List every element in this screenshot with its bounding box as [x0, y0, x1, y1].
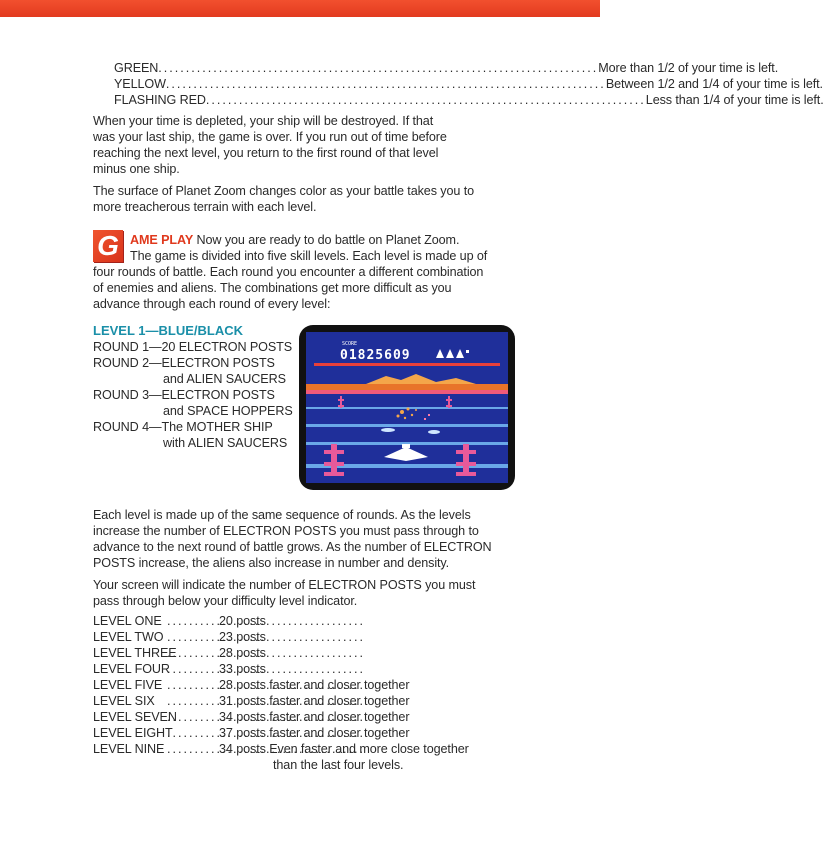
round-label: ROUND 4— [93, 420, 162, 434]
round-2 [93, 355, 275, 371]
level-row [93, 725, 513, 741]
timer-legend-flashing-red [114, 92, 824, 108]
para1-line: was your last ship, the game is over. If you run out of time before [93, 130, 447, 144]
round-4 [93, 419, 273, 435]
level-row [93, 709, 513, 725]
leader-dots [166, 76, 606, 92]
round-label: ROUND 3— [93, 388, 162, 402]
level-row [93, 613, 513, 629]
leader-dots [167, 677, 219, 693]
game-scene [306, 332, 508, 483]
level-name: LEVEL FOUR [93, 662, 170, 676]
round-3 [93, 387, 275, 403]
level-name: LEVEL SEVEN [93, 710, 177, 724]
level-name: LEVEL THREE [93, 646, 177, 660]
level-posts: 31 posts faster and closer together [219, 694, 410, 708]
level-name: LEVEL NINE [93, 742, 165, 756]
game-play-heading-line [130, 232, 502, 248]
leader-dots [167, 661, 219, 677]
game-play-line: four rounds of battle. Each round you encounter a different combination [93, 265, 484, 279]
round-desc: ELECTRON POSTS [161, 356, 275, 370]
ground-stripe [306, 390, 508, 394]
game-screenshot [306, 332, 508, 483]
level-name: LEVEL FIVE [93, 678, 163, 692]
round-3-cont: and SPACE HOPPERS [163, 404, 293, 418]
round-label: ROUND 1— [93, 340, 162, 354]
level-posts: 34 posts Even faster and more close together [219, 742, 469, 756]
level-posts: 34 posts faster and closer together [219, 710, 410, 724]
level-posts: 28 posts faster and closer together [219, 678, 410, 692]
round-desc: 20 ELECTRON POSTS [161, 340, 293, 354]
timer-color-name: FLASHING RED [114, 93, 206, 107]
level-posts: 23 posts [219, 630, 266, 644]
para1-line: reaching the next level, you return to the first round of that level [93, 146, 439, 160]
round-desc: ELECTRON POSTS [161, 388, 275, 402]
level-row [93, 693, 513, 709]
para3-line: Each level is made up of the same sequence of rounds. As the levels [93, 508, 471, 522]
level-name: LEVEL ONE [93, 614, 162, 628]
round-label: ROUND 2— [93, 356, 162, 370]
top-color-bar [0, 0, 600, 17]
leader-dots [167, 693, 219, 709]
para3-line: advance to the next round of battle grows. As the number of ELECTRON [93, 540, 492, 554]
para1-line: minus one ship. [93, 162, 180, 176]
level-name: LEVEL EIGHT [93, 726, 173, 740]
leader-dots [167, 725, 219, 741]
game-screenshot-frame [299, 325, 515, 490]
timer-legend-green [114, 60, 779, 76]
leader-dots [158, 60, 598, 76]
para3-line: increase the number of ELECTRON POSTS you must pass through to [93, 524, 479, 538]
level-row [93, 741, 513, 757]
leader-dots [167, 613, 219, 629]
timer-meaning: More than 1/2 of your time is left. [598, 61, 779, 75]
leader-dots [167, 741, 219, 757]
timer-meaning: Between 1/2 and 1/4 of your time is left. [605, 77, 823, 91]
drop-cap-g: G [93, 230, 123, 262]
leader-dots [167, 645, 219, 661]
timer-color-name: YELLOW [114, 77, 166, 91]
timer-bar [314, 363, 500, 366]
game-play-line: advance through each round of every level: [93, 297, 331, 311]
para4-line: Your screen will indicate the number of ELECTRON POSTS you must [93, 578, 476, 592]
game-play-line: The game is divided into five skill levels. Each level is made up of [130, 249, 488, 263]
score-readout: 01825609 [340, 348, 411, 363]
game-play-line: of enemies and aliens. The combinations get more difficult as you [93, 281, 452, 295]
leader-dots [206, 92, 646, 108]
game-play-heading: AME PLAY [130, 233, 194, 247]
round-1 [93, 339, 292, 355]
score-label: SCORE [342, 341, 358, 347]
level-row [93, 661, 513, 677]
level-row [93, 645, 513, 661]
round-desc: The MOTHER SHIP [161, 420, 273, 434]
level1-heading: LEVEL 1—BLUE/BLACK [93, 323, 243, 338]
leader-dots [167, 629, 219, 645]
round-2-cont: and ALIEN SAUCERS [163, 372, 286, 386]
level-posts: 20 posts [219, 614, 266, 628]
level-row [93, 677, 513, 693]
para1-line: When your time is depleted, your ship will be destroyed. If that [93, 114, 434, 128]
leader-dots [167, 709, 219, 725]
timer-meaning: Less than 1/4 of your time is left. [645, 93, 824, 107]
round-4-cont: with ALIEN SAUCERS [163, 436, 288, 450]
para2-line: The surface of Planet Zoom changes color as your battle takes you to [93, 184, 475, 198]
para3-line: POSTS increase, the aliens also increase in number and density. [93, 556, 450, 570]
para4-line: pass through below your difficulty level indicator. [93, 594, 358, 608]
timer-legend-yellow [114, 76, 823, 92]
level-posts: 33 posts [219, 662, 266, 676]
level-name: LEVEL TWO [93, 630, 164, 644]
para2-line: more treacherous terrain with each level. [93, 200, 317, 214]
ground-line [306, 424, 508, 427]
timer-color-name: GREEN [114, 61, 159, 75]
level-row [93, 629, 513, 645]
level-posts: 37 posts faster and closer together [219, 726, 410, 740]
game-play-intro: Now you are ready to do battle on Planet Zoom. [193, 233, 460, 247]
level-posts: 28 posts [219, 646, 266, 660]
levels-tail: than the last four levels. [273, 758, 404, 772]
level-name: LEVEL SIX [93, 694, 155, 708]
